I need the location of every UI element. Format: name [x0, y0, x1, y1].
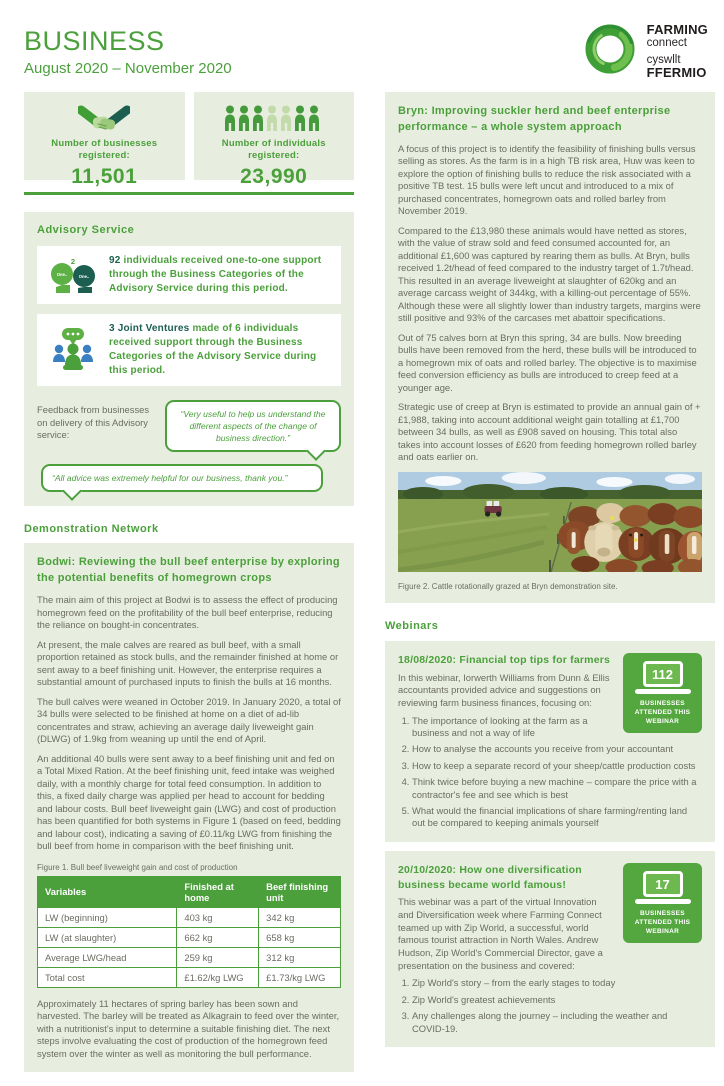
bodwi-closing-paragraph: Approximately 11 hectares of spring barley has been sown and harvested. The barley will be treated as Alkagrain to feed over the winter, with a nutritionist's input to determine a suitable finishing diet. The next steps involve evaluating the cost of production of the homegrown feed system over the winter as well as monitoring the bull performance. — [37, 997, 340, 1059]
webinar-point: 2. How to analyse the accounts you receive from your accountant — [412, 743, 702, 755]
stat-individuals — [194, 92, 355, 188]
table-cell: Average LWG/head — [38, 947, 177, 967]
advisory-card-joint-ventures — [37, 314, 341, 386]
webinar-2-box — [385, 851, 715, 1047]
advisory-text: made of 6 individuals received support through the Business Categories of the Advisory Service during this period. — [109, 323, 317, 376]
bryn-paragraph: Out of 75 calves born at Bryn this spring, 34 are bulls. Now breeding bulls have been removed from the herd, these bulls will be introduced to a homegrown mix of oats and rolled barley. The objective is to maximise feed conversion efficiency as bulls are introduced to creep feed at a younger age. — [398, 331, 697, 393]
webinar-point: 1. The importance of looking at the farm as a business and not a way of life — [412, 715, 702, 740]
stat-businesses — [24, 92, 185, 188]
bodwi-heading: Bodwi: Reviewing the bull beef enterprise by exploring the potential benefits of homegrown crops — [37, 556, 340, 585]
webinars-heading: Webinars — [385, 619, 439, 632]
right-column — [385, 92, 715, 1072]
advisory-highlight: 3 Joint Ventures — [109, 323, 190, 334]
demonstration-network-heading: Demonstration Network — [24, 523, 159, 536]
webinar-2-intro: This webinar was a part of the virtual Innovation and Diversification week where Farming Connect teamed up with Zip World, a successful, world famous tourist attraction in North Wales. Andrew Hudson, Zip World's Commercial Director, gave a presentation on the business and covered: — [398, 896, 603, 971]
handshake-icon — [32, 102, 177, 138]
table-cell: LW (at slaughter) — [38, 927, 177, 947]
svg-text:One..: One.. — [56, 272, 68, 277]
logo-connect: connect — [646, 36, 687, 49]
table-cell: LW (beginning) — [38, 907, 177, 927]
table-header-cell: Variables — [38, 876, 177, 907]
attendee-count: 17 — [655, 876, 670, 892]
section-divider — [24, 192, 354, 195]
bodwi-paragraph: The bull calves were weaned in October 2019. In January 2020, a total of 34 bulls were selected to be finished at home on a diet of ad-lib concentrates and straw, achieving an average daily liveweight gain (DLWG) of 1.9kg from weaning up until the end of April. — [37, 695, 341, 744]
advisory-text: individuals received one-to-one support through the Business Categories of the Advisory Service during this period. — [109, 255, 322, 294]
table-cell: £1.73/kg LWG — [259, 967, 341, 987]
table-cell: 342 kg — [259, 907, 341, 927]
figure2-caption: Figure 2. Cattle rotationally grazed at Bryn demonstration site. — [398, 581, 618, 591]
figure1-table — [37, 876, 341, 988]
registration-stats — [24, 92, 354, 188]
people-icon — [202, 102, 347, 138]
laptop-icon — [643, 871, 683, 897]
advisory-card-text — [109, 254, 331, 296]
table-row — [38, 947, 341, 967]
svg-text:2: 2 — [70, 257, 76, 266]
joint-ventures-icon — [47, 328, 99, 372]
feedback-quote-bubble: “Very useful to help us understand the different aspects of the change of business direction.” — [165, 400, 341, 452]
webinar-point: 3. How to keep a separate record of your sheep/cattle production costs — [412, 760, 702, 772]
advisory-heading: Advisory Service — [37, 224, 135, 236]
table-header-row — [38, 876, 341, 907]
table-cell: 312 kg — [259, 947, 341, 967]
logo-farming: FARMING — [646, 22, 708, 38]
stat-businesses-label: Number of businesses registered: — [51, 138, 158, 162]
webinar-2-title: 20/10/2020: How one diversification business became world famous! — [398, 863, 582, 891]
webinar-point: 4. Think twice before buying a new machine – compare the price with a contractor's fee and see which is best — [412, 776, 702, 801]
badge-label: BUSINESSES ATTENDED THIS WEBINAR — [634, 909, 691, 936]
table-cell: 662 kg — [177, 927, 259, 947]
bryn-paragraph: A focus of this project is to identify the feasibility of finishing bulls versus selling as stores. As the farm is in a high TB risk area, Huw was keen to explore the option of finishing bulls to reduce the risk associated with a positive TB test. 15 bulls were left uncut and introduced to a mix of purchased concentrates, homegrown oats and rolled barley from November 2019. — [398, 142, 696, 217]
stat-individuals-value: 23,990 — [240, 164, 308, 188]
webinar-2-points — [398, 977, 702, 1035]
advisory-card-text — [109, 322, 331, 378]
advisory-card-one-to-one — [37, 246, 341, 304]
feedback-label: Feedback from businesses on delivery of this Advisory service: — [37, 404, 150, 441]
webinar-point: 5. What would the financial implications of share farming/renting land out be compared to keeping animals yourself — [412, 805, 702, 830]
table-row — [38, 927, 341, 947]
webinar-1-intro: In this webinar, Iorwerth Williams from Dunn & Ellis accountants provided advice and suggestions on reviewing farm business finances, focusing on: — [398, 671, 610, 708]
bryn-case-study-box — [385, 92, 715, 603]
page-subtitle: August 2020 – November 2020 — [24, 60, 232, 77]
webinar-point: 1. Zip World's story – from the early stages to today — [412, 977, 702, 989]
bodwi-paragraph: At present, the male calves are reared as bull beef, with a small proportion retained as stock bulls, and the remainder finished at home or sent away to a beef finishing unit. However, the enterprise requires a substantial amount of purchased inputs to finish the bulls at 16 months. — [37, 638, 339, 687]
stat-individuals-label: Number of individuals registered: — [221, 138, 326, 162]
one-to-one-icon — [47, 255, 99, 295]
badge-label: BUSINESSES ATTENDED THIS WEBINAR — [634, 699, 691, 726]
header — [0, 0, 724, 92]
table-row — [38, 967, 341, 987]
table-cell: Total cost — [38, 967, 177, 987]
page-title: BUSINESS — [24, 26, 165, 56]
webinar-2-attendance-badge — [623, 863, 702, 943]
stat-businesses-value: 11,501 — [71, 164, 138, 188]
webinar-1-title: 18/08/2020: Financial top tips for farmers — [398, 653, 611, 666]
table-cell: 658 kg — [259, 927, 341, 947]
logo-cyswllt: cyswllt — [646, 54, 681, 66]
webinar-1-box — [385, 641, 715, 842]
webinar-1-attendance-badge — [623, 653, 702, 733]
laptop-base — [635, 689, 691, 694]
feedback-quote-bubble: “All advice was extremely helpful for our business, thank you.” — [41, 464, 323, 492]
bryn-paragraph: Compared to the £13,980 these animals would have netted as stores, with the value of straw sold and feed consumed accounted for, an additional £1,600 was captured by rearing them as bulls. At Bryn, bulls received 1.2t/head of feed compared to the industry target of 1.7t/head. This resulted in an average liveweight at slaughter of 620kg and an average carcass weight of 344kg, with a killing-out percentage of 55%. Although these were all slightly lower than industry targets, margins were still positive and 93% of the carcases met abattoir specifications. — [398, 224, 701, 324]
table-cell: £1.62/kg LWG — [177, 967, 259, 987]
left-column — [24, 92, 354, 1072]
table-header-cell: Finished at home — [177, 876, 259, 907]
bodwi-paragraph: The main aim of this project at Bodwi is to assess the effect of producing homegrown feed on the profitability of the bull beef enterprise, reducing the reliance on bought-in concentrates. — [37, 594, 338, 630]
webinar-point: 2. Zip World's greatest achievements — [412, 994, 702, 1006]
bryn-heading: Bryn: Improving suckler herd and beef enterprise performance – a whole system approach — [398, 105, 671, 133]
logo-ffermio: FFERMIO — [646, 65, 707, 81]
svg-text:One..: One.. — [78, 274, 90, 279]
attendee-count: 112 — [652, 666, 673, 682]
figure1-caption: Figure 1. Bull beef liveweight gain and cost of production — [37, 862, 238, 872]
advisory-highlight: 92 — [109, 255, 121, 266]
table-row — [38, 907, 341, 927]
feedback-row — [37, 400, 341, 452]
advisory-service-box — [24, 212, 354, 506]
laptop-icon — [643, 661, 683, 687]
bodwi-paragraph: An additional 40 bulls were sent away to a beef finishing unit and fed on a Total Mixed Ration. At the beef finishing unit, feed intake was weighed daily, with a monthly charge for total feed consumption. In addition to this, a fixed daily charge was applied per head to account for bedding and labour costs. Bull beef liveweight gain (LWG) and cost of production has been quantified for both systems in Figure 1 (based on feed, bedding and labour cost), indicating a saving of £0.11/kg LWG from finishing the bull beef from home in comparison with the beef finishing unit. — [37, 752, 341, 851]
table-cell: 403 kg — [177, 907, 259, 927]
figure2-photo — [398, 472, 702, 572]
bryn-paragraph: Strategic use of creep at Bryn is estimated to provide an annual gain of +£1,988, taking into account additional weight gain totalling at £1,700 between 34 bulls, as well as £908 saved on housing. This total also takes into account losses of £620 from feeding homegrown rolled barley and oats earlier on. — [398, 401, 701, 463]
table-header-cell: Beef finishing unit — [259, 876, 341, 907]
table-cell: 259 kg — [177, 947, 259, 967]
bodwi-case-study-box — [24, 543, 354, 1072]
title-block — [24, 26, 232, 77]
laptop-base — [635, 899, 691, 904]
webinar-point: 3. Any challenges along the journey – including the weather and COVID-19. — [412, 1010, 702, 1035]
farming-connect-logo — [581, 20, 708, 83]
two-column-layout — [0, 92, 724, 1086]
logo-swirl-icon — [581, 20, 639, 83]
logo-text — [647, 23, 708, 79]
